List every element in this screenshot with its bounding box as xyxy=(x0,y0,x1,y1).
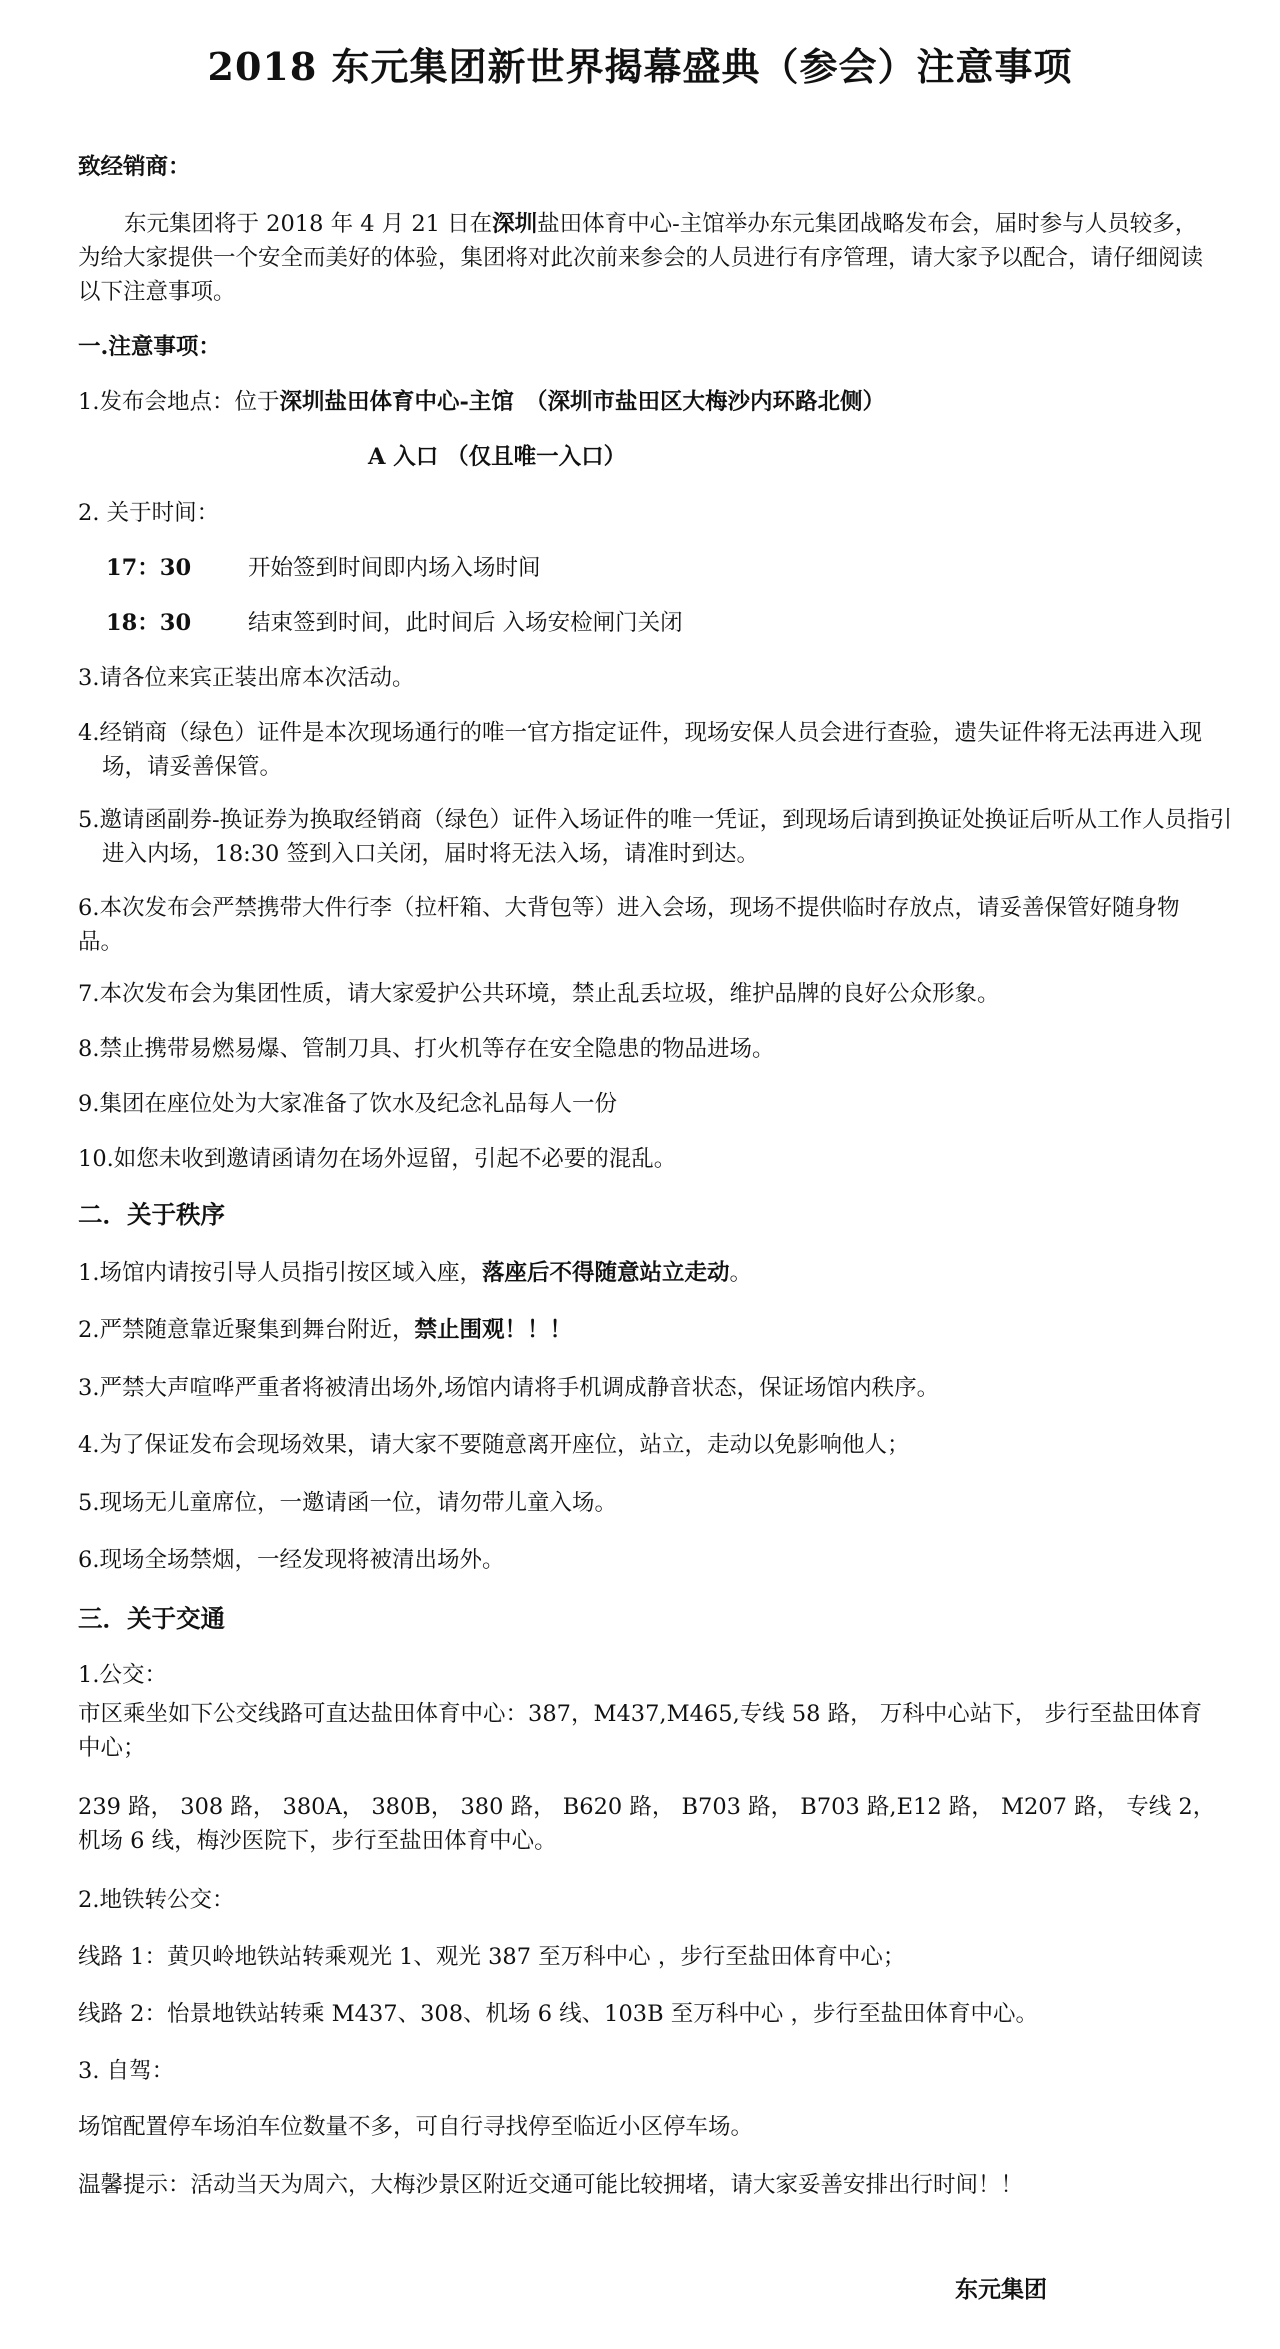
section2-heading: 二．关于秩序 xyxy=(78,1200,225,1229)
section2-item-3: 3.严禁大声喧哗严重者将被清出场外,场馆内请将手机调成静音状态，保证场馆内秩序。 xyxy=(78,1375,940,1401)
section1-item-9: 9.集团在座位处为大家准备了饮水及纪念礼品每人一份 xyxy=(78,1091,617,1117)
section2-item-4: 4.为了保证发布会现场效果，请大家不要随意离开座位，站立，走动以免影响他人； xyxy=(78,1432,910,1458)
section1-item-7: 7.本次发布会为集团性质，请大家爱护公共环境，禁止乱丢垃圾，维护品牌的良好公众形象。 xyxy=(78,981,1000,1007)
order-rule-2-text: 2.严禁随意靠近聚集到舞台附近， xyxy=(78,1317,415,1343)
salutation: 致经销商： xyxy=(78,154,191,180)
traffic-tip: 温馨提示：活动当天为周六，大梅沙景区附近交通可能比较拥堵，请大家妥善安排出行时间！！ xyxy=(78,2172,1024,2198)
order-rule-2-emphasis: 禁止围观！！！ xyxy=(414,1317,572,1343)
section2-item-1 xyxy=(78,1256,1218,1290)
order-rule-1-emphasis: 落座后不得随意站立走动 xyxy=(481,1260,730,1286)
bus-routes-other: 239 路， 308 路， 380A， 380B， 380 路， B620 路， B703 路， B703 路,E12 路， M207 路， 专线 2， 机场 6 线，梅沙医院下，步行至盐田体育中心。 xyxy=(78,1794,1216,1854)
metro-line-1: 线路 1：黄贝岭地铁站转乘观光 1、观光 387 至万科中心 ，步行至盐田体育中心； xyxy=(78,1944,906,1970)
section2-item-2 xyxy=(78,1313,1218,1347)
bus-routes-direct: 市区乘坐如下公交线路可直达盐田体育中心：387，M437,M465,专线 58 路， 万科中心站下， 步行至盐田体育中心； xyxy=(78,1701,1202,1761)
time-end-desc: 结束签到时间，此时间后 入场安检闸门关闭 xyxy=(248,610,683,636)
signature: 东元集团 xyxy=(955,2276,1047,2303)
metro-heading: 2.地铁转公交： xyxy=(78,1887,235,1913)
time-start-desc: 开始签到时间即内场入场时间 xyxy=(248,555,541,581)
section2-item-5: 5.现场无儿童席位，一邀请函一位，请勿带儿童入场。 xyxy=(78,1490,617,1516)
section1-item-6: 6.本次发布会严禁携带大件行李（拉杆箱、大背包等）进入会场，现场不提供临时存放点，请妥善保管好随身物品。 xyxy=(78,895,1180,955)
section1-item-10: 10.如您未收到邀请函请勿在场外逗留，引起不必要的混乱。 xyxy=(78,1146,677,1172)
section1-item-3: 3.请各位来宾正装出席本次活动。 xyxy=(78,665,415,691)
intro-city: 深圳 xyxy=(492,211,538,237)
time-row-2 xyxy=(78,606,1218,640)
drive-paragraph: 场馆配置停车场泊车位数量不多，可自行寻找停至临近小区停车场。 xyxy=(78,2114,754,2140)
venue-prefix: 1.发布会地点：位于 xyxy=(78,389,280,415)
section1-item-1 xyxy=(78,385,1218,419)
section2-item-6: 6.现场全场禁烟，一经发现将被清出场外。 xyxy=(78,1547,505,1573)
drive-heading: 3. 自驾： xyxy=(78,2058,175,2084)
time-start: 17：30 xyxy=(106,555,192,581)
venue-entrance: A 入口 （仅且唯一入口） xyxy=(368,444,627,470)
intro-text-2: 盐田体育中心-主馆举办东元集团战略发布会，届时参与人员较多，为给大家提供一个安全而美好的体验，集团将对此次前来参会的人员进行有序管理，请大家予以配合，请仔细阅读以下注意事项。 xyxy=(78,211,1204,305)
metro-line-2: 线路 2：怡景地铁站转乘 M437、308、机场 6 线、103B 至万科中心 ，步行至盐田体育中心。 xyxy=(78,2001,1038,2027)
section1-item-4: 4.经销商（绿色）证件是本次现场通行的唯一官方指定证件，现场安保人员会进行查验，遗失证件将无法再进入现场，请妥善保管。 xyxy=(78,720,1202,780)
section1-item-8: 8.禁止携带易燃易爆、管制刀具、打火机等存在安全隐患的物品进场。 xyxy=(78,1036,775,1062)
document-title: 2018 东元集团新世界揭幕盛典（参会）注意事项 xyxy=(207,44,1073,89)
order-rule-1-text: 1.场馆内请按引导人员指引按区域入座， xyxy=(78,1260,482,1286)
time-end: 18：30 xyxy=(106,610,192,636)
venue-name: 深圳盐田体育中心-主馆 （深圳市盐田区大梅沙内环路北侧） xyxy=(279,389,886,415)
intro-paragraph xyxy=(78,207,1218,309)
section1-item-2: 2. 关于时间： xyxy=(78,500,220,526)
bus-heading: 1.公交： xyxy=(78,1662,167,1688)
time-row-1 xyxy=(78,551,1218,585)
intro-text-1: 东元集团将于 2018 年 4 月 21 日在 xyxy=(124,211,493,237)
section3-heading: 三．关于交通 xyxy=(78,1604,225,1633)
order-rule-1-end: 。 xyxy=(729,1260,752,1286)
section1-heading: 一.注意事项： xyxy=(78,334,221,360)
section1-item-5: 5.邀请函副券-换证券为换取经销商（绿色）证件入场证件的唯一凭证，到现场后请到换证处换证后听从工作人员指引进入内场，18:30 签到入口关闭，届时将无法入场，请准时到达。 xyxy=(78,807,1233,867)
